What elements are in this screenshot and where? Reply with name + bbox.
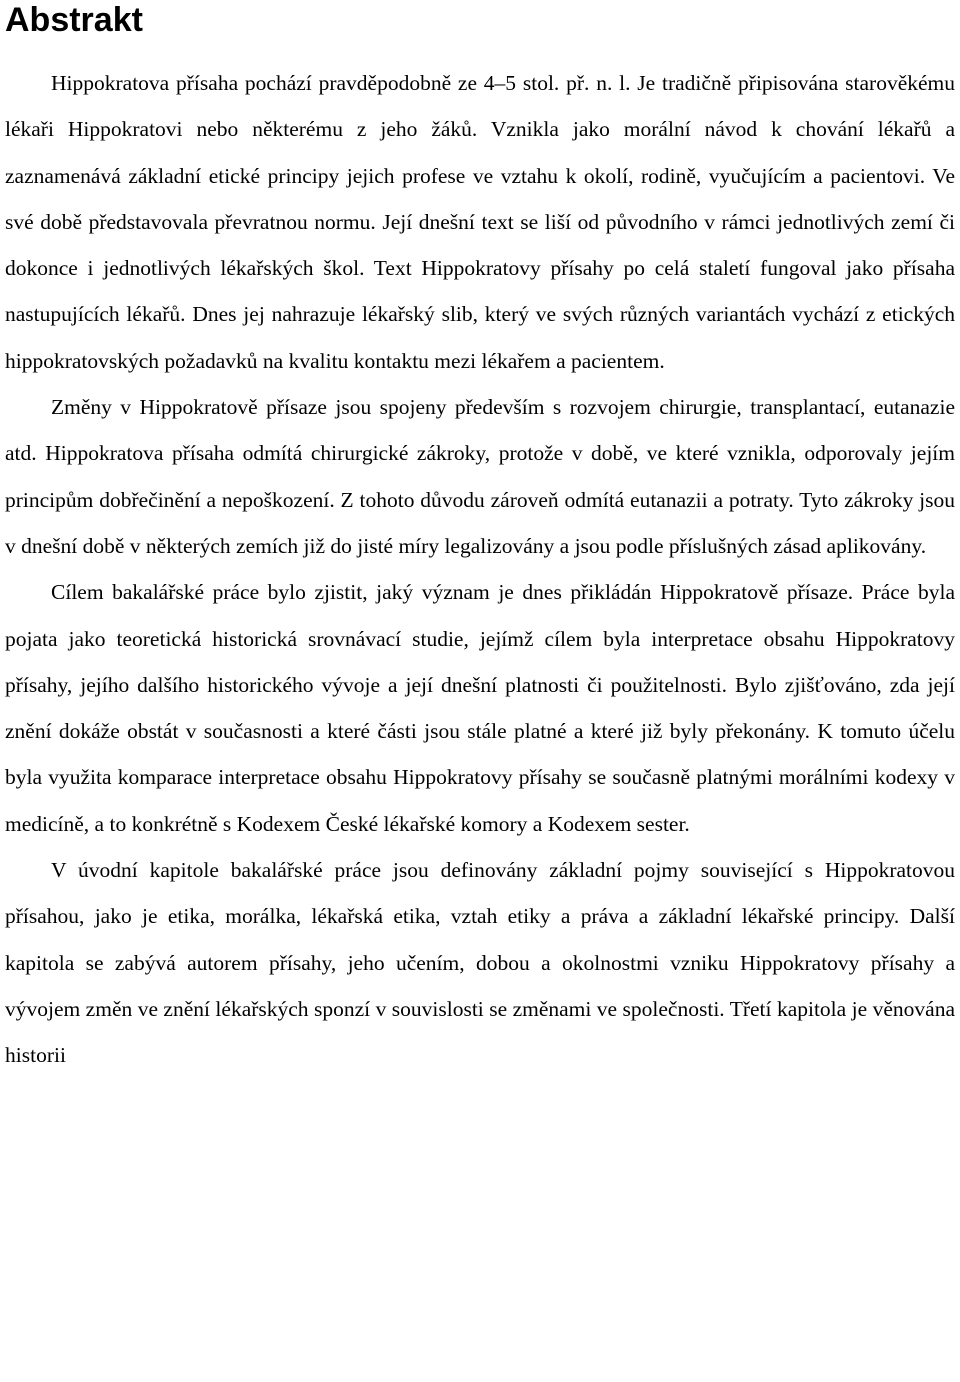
paragraph-2: Změny v Hippokratově přísaze jsou spojeny především s rozvojem chirurgie, transplantací, eutanazie atd. Hippokratova přísaha odmítá chirurgické zákroky, protože v době, ve které vznikla, odporovaly jejím principům dobřečinění a nepoškození. Z tohoto důvodu zároveň odmítá eutanazii a potraty. Tyto zákroky jsou v dnešní době v některých zemích již do jisté míry legalizovány a jsou podle příslušných zásad aplikovány.	[5, 395, 955, 558]
paragraph-4: V úvodní kapitole bakalářské práce jsou definovány základní pojmy související s Hippokratovou přísahou, jako je etika, morálka, lékařská etika, vztah etiky a práva a základní lékařské principy. Další kapitola se zabývá autorem přísahy, jeho učením, dobou a okolnostmi vzniku Hippokratovy přísahy a vývojem změn ve znění lékařských sponzí v souvislosti se změnami ve společnosti. Třetí kapitola je věnována historii	[5, 858, 955, 1068]
paragraph-1: Hippokratova přísaha pochází pravděpodobně ze 4–5 stol. př. n. l. Je tradičně připisována starověkému lékaři Hippokratovi nebo některému z jeho žáků. Vznikla jako morální návod k chování lékařů a zaznamenává základní etické principy jejich profese ve vztahu k okolí, rodině, vyučujícím a pacientovi. Ve své době představovala převratnou normu. Její dnešní text se liší od původního v rámci jednotlivých zemí či dokonce i jednotlivých lékařských škol. Text Hippokratovy přísahy po celá staletí fungoval jako přísaha nastupujících lékařů. Dnes jej nahrazuje lékařský slib, který ve svých různých variantách vychází z etických hippokratovských požadavků na kvalitu kontaktu mezi lékařem a pacientem.	[5, 71, 955, 373]
section-heading: Abstrakt	[5, 1, 143, 39]
paragraph-3: Cílem bakalářské práce bylo zjistit, jaký význam je dnes přikládán Hippokratově přísaze. Práce byla pojata jako teoretická historická srovnávací studie, jejímž cílem byla interpretace obsahu Hippokratovy přísahy, jejího dalšího historického vývoje a její dnešní platnosti či použitelnosti. Bylo zjišťováno, zda její znění dokáže obstát v současnosti a které části jsou stále platné a které již byly překonány. K tomuto účelu byla využita komparace interpretace obsahu Hippokratovy přísahy se současně platnými morálními kodexy v medicíně, a to konkrétně s Kodexem České lékařské komory a Kodexem sester.	[5, 580, 955, 836]
document-page	[5, 0, 955, 1079]
abstract-body	[5, 60, 955, 1079]
